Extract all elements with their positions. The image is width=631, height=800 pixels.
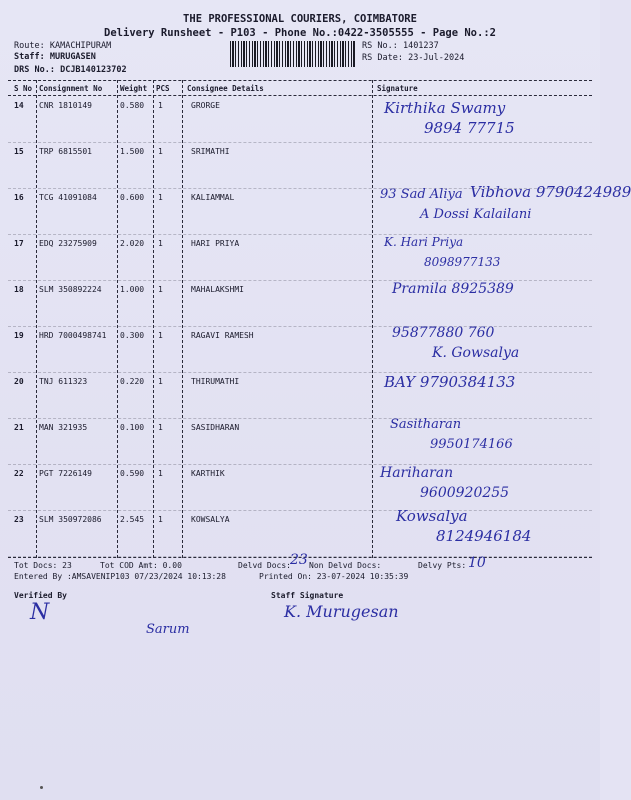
consignee-name: SRIMATHI [191,147,230,156]
serial-no: 17 [14,239,24,248]
verified-by-label: Verified By [14,591,67,600]
recipient-signature: 93 Sad Aliya [380,187,463,202]
serial-no: 21 [14,423,24,432]
consignment-no: SLM 350892224 [39,285,102,294]
consignment-no: EDQ 23275909 [39,239,97,248]
recipient-signature: Kirthika Swamy [384,99,506,117]
recipient-signature: K. Hari Priya [384,235,464,249]
pieces: 1 [158,193,163,202]
row-separator [8,510,592,511]
serial-no: 16 [14,193,24,202]
serial-no: 20 [14,377,24,386]
serial-no: 22 [14,469,24,478]
consignment-no: TNJ 611323 [39,377,88,386]
header-bottom-rule [8,95,592,96]
weight: 0.100 [120,423,145,432]
consignee-name: KALIAMMAL [191,193,235,202]
verified-by-signature: N [30,600,50,625]
pieces: 1 [158,147,163,156]
recipient-phone-handwritten: 8124946184 [436,527,532,545]
col-header-signature: Signature [377,84,418,93]
pieces: 1 [158,469,163,478]
staff-line: Staff: MURUGASEN [14,52,96,62]
route-line: Route: KAMACHIPURAM [14,41,112,51]
recipient-phone-handwritten: 9894 77715 [424,119,515,137]
row-separator [8,326,592,327]
weight: 1.500 [120,147,145,156]
serial-no: 18 [14,285,24,294]
weight: 0.590 [120,469,145,478]
weight: 0.300 [120,331,145,340]
table-top-rule [8,80,592,81]
recipient-signature: Pramila 8925389 [392,281,514,297]
weight: 0.580 [120,101,145,110]
consignment-no: TRP 6815501 [39,147,92,156]
verifier-initials: Sarum [146,622,190,637]
entered-by: Entered By :AMSAVENIP103 07/23/2024 10:13:28 [14,572,226,581]
non-delivered-docs-label: Non Delvd Docs: [309,561,382,570]
recipient-phone-handwritten: 9950174166 [430,437,513,452]
pieces: 1 [158,331,163,340]
staff-signature-label: Staff Signature [271,591,344,600]
weight: 0.220 [120,377,145,386]
col-divider [117,80,118,558]
weight: 1.000 [120,285,145,294]
staff-signature: K. Murugesan [284,602,399,621]
recipient-phone-handwritten: A Dossi Kalailani [420,207,532,222]
serial-no: 23 [14,515,24,524]
total-docs: Tot Docs: 23 [14,561,72,570]
consignee-name: KARTHIK [191,469,225,478]
pieces: 1 [158,423,163,432]
runsheet-subtitle: Delivery Runsheet - P103 - Phone No.:0422-3505555 - Page No.:2 [104,27,496,39]
consignment-no: CNR 1810149 [39,101,92,110]
delivered-docs-handwritten: 23 [290,552,308,568]
delivery-points-handwritten: 10 [468,555,486,571]
col-divider [372,80,373,558]
stray-mark [40,786,43,789]
pieces: 1 [158,285,163,294]
recipient-signature: BAY 9790384133 [384,373,516,391]
recipient-phone-handwritten: K. Gowsalya [432,345,520,361]
consignment-no: TCG 41091084 [39,193,97,202]
col-divider [36,80,37,558]
delivery-points-label: Delvy Pts: [418,561,467,570]
row-separator [8,418,592,419]
pieces: 1 [158,239,163,248]
consignee-name: SASIDHARAN [191,423,240,432]
drs-line: DRS No.: DCJB140123702 [14,65,127,75]
consignee-name: HARI PRIYA [191,239,240,248]
consignment-no: MAN 321935 [39,423,88,432]
consignee-name: RAGAVI RAMESH [191,331,254,340]
consignee-name: THIRUMATHI [191,377,240,386]
total-cod: Tot COD Amt: 0.00 [100,561,182,570]
weight: 2.545 [120,515,145,524]
serial-no: 15 [14,147,24,156]
recipient-phone-handwritten: 9600920255 [420,485,510,501]
serial-no: 14 [14,101,24,110]
pieces: 1 [158,377,163,386]
col-divider [153,80,154,558]
recipient-signature: 95877880 760 [392,325,495,341]
col-divider [182,80,183,558]
col-header-sno: S No [14,84,33,93]
weight: 0.600 [120,193,145,202]
recipient-phone-handwritten: Vibhova 9790424989 [470,183,631,201]
consignee-name: MAHALAKSHMI [191,285,244,294]
col-header-consignee: Consignee Details [187,84,264,93]
col-header-consignment: Consignment No [39,84,103,93]
row-separator [8,188,592,189]
recipient-phone-handwritten: 8098977133 [424,255,501,269]
col-header-weight: Weight [120,84,148,93]
barcode [230,41,356,67]
recipient-signature: Sasitharan [390,417,462,432]
consignee-name: GRORGE [191,101,220,110]
col-header-pcs: PCS [156,84,170,93]
consignee-name: KOWSALYA [191,515,230,524]
pieces: 1 [158,515,163,524]
row-separator [8,234,592,235]
recipient-signature: Kowsalya [396,507,468,525]
printed-on: Printed On: 23-07-2024 10:35:39 [259,572,409,581]
serial-no: 19 [14,331,24,340]
rs-number: RS No.: 1401237 [362,41,439,51]
delivered-docs-label: Delvd Docs: [238,561,291,570]
consignment-no: PGT 7226149 [39,469,92,478]
row-separator [8,464,592,465]
row-separator [8,142,592,143]
company-title: THE PROFESSIONAL COURIERS, COIMBATORE [183,13,417,25]
pieces: 1 [158,101,163,110]
consignment-no: HRD 7000498741 [39,331,107,340]
consignment-no: SLM 350972086 [39,515,102,524]
weight: 2.020 [120,239,145,248]
rs-date: RS Date: 23-Jul-2024 [362,53,465,63]
recipient-signature: Hariharan [380,465,454,481]
